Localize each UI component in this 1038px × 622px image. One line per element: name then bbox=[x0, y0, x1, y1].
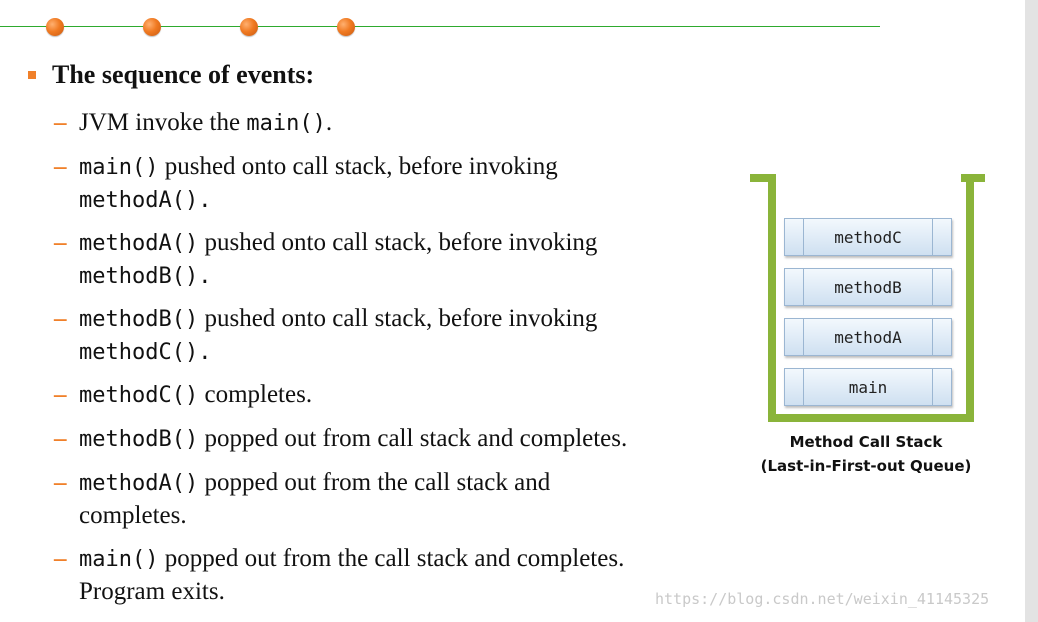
item-text: . bbox=[325, 109, 333, 136]
bullet-square-icon bbox=[28, 71, 36, 79]
heading-text: The sequence of events: bbox=[52, 60, 315, 89]
caption-line-2: (Last-in-First-out Queue) bbox=[760, 457, 972, 475]
item-text: pushed onto call stack, before invoking bbox=[198, 229, 598, 256]
item-code: methodB() bbox=[79, 427, 199, 452]
item-text: popped out from the call stack and bbox=[198, 469, 551, 496]
dash-bullet-icon: – bbox=[54, 305, 67, 332]
item-text: completes. bbox=[79, 502, 187, 529]
orange-dot-icon bbox=[337, 18, 355, 36]
item-text: JVM invoke the bbox=[79, 109, 247, 136]
item-text: pushed onto call stack, before invoking bbox=[198, 305, 598, 332]
slide-heading bbox=[28, 57, 314, 93]
item-code: methodC(). bbox=[79, 340, 212, 365]
item-text: popped out from the call stack and completes. bbox=[158, 545, 625, 572]
header-rule bbox=[0, 26, 880, 27]
item-text: popped out from call stack and completes. bbox=[198, 425, 628, 452]
stack-frame: main bbox=[784, 368, 952, 406]
dash-bullet-icon: – bbox=[54, 229, 67, 256]
item-code: methodA(). bbox=[79, 188, 212, 213]
dash-bullet-icon: – bbox=[54, 153, 67, 180]
item-code: main() bbox=[246, 111, 326, 136]
caption-line-1: Method Call Stack bbox=[789, 433, 943, 451]
item-code: methodB() bbox=[79, 307, 199, 332]
stack-frame: methodA bbox=[784, 318, 952, 356]
item-code: methodC() bbox=[79, 383, 199, 408]
dash-bullet-icon: – bbox=[54, 545, 67, 572]
dash-bullet-icon: – bbox=[54, 425, 67, 452]
scrollbar[interactable] bbox=[1025, 0, 1038, 622]
dash-bullet-icon: – bbox=[54, 381, 67, 408]
item-code: main() bbox=[79, 547, 159, 572]
watermark-text: https://blog.csdn.net/weixin_41145325 bbox=[655, 590, 990, 608]
item-text: completes. bbox=[198, 381, 313, 408]
item-code: methodA() bbox=[79, 471, 199, 496]
orange-dot-icon bbox=[46, 18, 64, 36]
call-stack-diagram bbox=[750, 174, 985, 424]
stack-caption bbox=[740, 430, 992, 478]
item-text: pushed onto call stack, before invoking bbox=[158, 153, 558, 180]
item-code: main() bbox=[79, 155, 159, 180]
item-code: methodB(). bbox=[79, 264, 212, 289]
stack-frame: methodB bbox=[784, 268, 952, 306]
item-code: methodA() bbox=[79, 231, 199, 256]
stack-frame: methodC bbox=[784, 218, 952, 256]
item-text: Program exits. bbox=[79, 578, 225, 605]
dash-bullet-icon: – bbox=[54, 109, 67, 136]
orange-dot-icon bbox=[240, 18, 258, 36]
dash-bullet-icon: – bbox=[54, 469, 67, 496]
orange-dot-icon bbox=[143, 18, 161, 36]
